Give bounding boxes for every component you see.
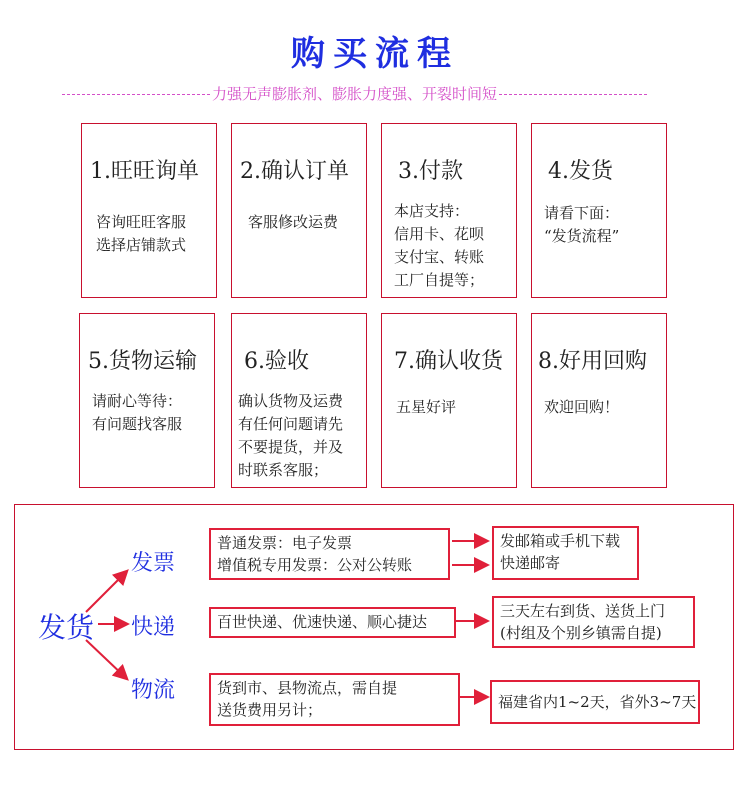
step-desc-line: “发货流程” (544, 227, 620, 245)
invoice-info-line: 普通发票：电子发票 (217, 534, 353, 552)
subtitle: 力强无声膨胀剂、膨胀力度强、开裂时间短 (212, 84, 498, 103)
logistics-result-line: 福建省内1~2天，省外3~7天 (498, 693, 697, 711)
logistics-info-box (209, 673, 460, 726)
step-desc-line: 本店支持： (394, 202, 470, 220)
invoice-result-line: 快递邮寄 (500, 554, 561, 572)
step-desc-line: 五星好评 (396, 398, 457, 416)
shipping-root-label: 发货 (38, 611, 95, 644)
step-desc-line: 请耐心等待： (92, 392, 183, 410)
express-info-box (209, 607, 456, 638)
invoice-info-line: 增值税专用发票：公对公转账 (217, 556, 413, 574)
step-desc-line: 信用卡、花呗 (394, 225, 485, 243)
logistics-info-line: 货到市、县物流点，需自提 (217, 679, 398, 697)
step-title: 8.好用回购 (538, 349, 647, 374)
invoice-info-box (209, 528, 450, 580)
step-title: 5.货物运输 (88, 349, 197, 374)
step-desc-line: 咨询旺旺客服 (96, 213, 187, 231)
express-info-line: 百世快递、优速快递、顺心捷达 (217, 613, 428, 631)
express-result-line: (村组及个别乡镇需自提) (500, 624, 662, 642)
step-title: 6.验收 (244, 349, 309, 374)
invoice-result-line: 发邮箱或手机下载 (500, 532, 621, 550)
step-desc-line: 请看下面： (544, 204, 620, 222)
logistics-info-line: 送货费用另计； (217, 701, 323, 719)
step-desc-line: 有问题找客服 (92, 415, 183, 433)
branch-invoice-label: 发票 (131, 551, 176, 576)
step-desc-line: 客服修改运费 (248, 213, 339, 231)
step-title: 1.旺旺询单 (90, 159, 199, 184)
step-desc-line: 选择店铺款式 (96, 236, 187, 254)
step-desc-line: 支付宝、转账 (394, 248, 485, 266)
step-desc-line: 欢迎回购！ (544, 398, 620, 416)
step-desc-line: 时联系客服； (238, 461, 329, 479)
branch-express-label: 快递 (131, 615, 176, 640)
step-title: 3.付款 (398, 159, 463, 184)
step-desc-line: 有任何问题请先 (238, 415, 344, 433)
invoice-result-box (492, 526, 639, 580)
page-title: 购买流程 (291, 34, 459, 74)
step-desc-line: 不要提货，并及 (238, 438, 344, 456)
step-title: 7.确认收货 (394, 349, 503, 374)
express-result-box (492, 596, 695, 648)
step-title: 4.发货 (548, 159, 613, 184)
step-desc-line: 工厂自提等； (394, 271, 485, 289)
logistics-result-box (490, 680, 700, 724)
step-desc-line: 确认货物及运费 (238, 392, 344, 410)
express-result-line: 三天左右到货、送货上门 (500, 602, 666, 620)
step-title: 2.确认订单 (240, 159, 349, 184)
branch-logistics-label: 物流 (131, 678, 176, 703)
